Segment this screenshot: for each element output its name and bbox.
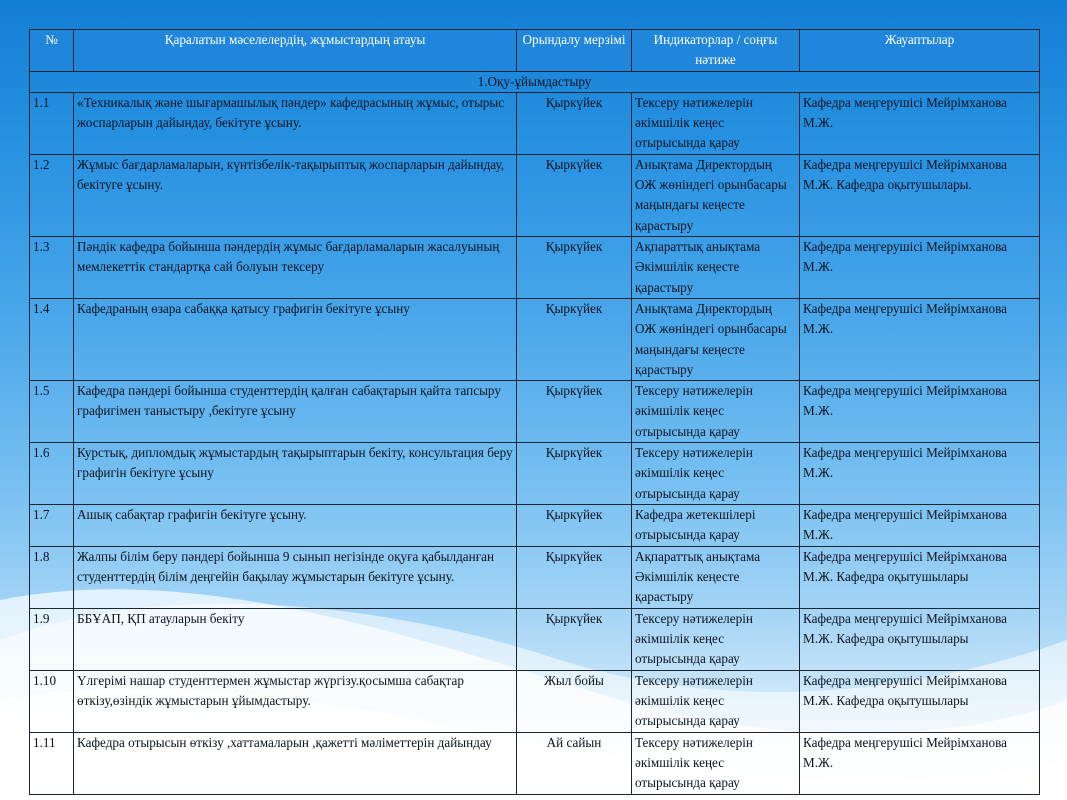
section-title: 1.Оқу-ұйымдастыру <box>30 71 1040 92</box>
table-row <box>30 608 1040 670</box>
table-row <box>30 236 1040 298</box>
table-row <box>30 505 1040 547</box>
section-row <box>30 71 1040 92</box>
row-title: Кафедра пәндері бойынша студенттердің қалған сабақтарын қайта тапсыру графигімен таныстыру ,бекітуге ұсыну <box>74 381 517 443</box>
row-responsible: Кафедра меңгерушісі Мейрімханова М.Ж. <box>800 732 1040 794</box>
row-number: 1.6 <box>30 443 74 505</box>
row-term: Қыркүйек <box>517 381 632 443</box>
row-number: 1.9 <box>30 608 74 670</box>
row-title: Кафедра отырысын өткізу ,хаттамаларын ,қажетті мәліметтерін дайындау <box>74 732 517 794</box>
row-title: ББҰАП, ҚП атауларын бекіту <box>74 608 517 670</box>
row-indicator: Тексеру нәтижелерін әкімшілік кеңес отырысында қарау <box>632 443 800 505</box>
row-indicator: Тексеру нәтижелерін әкімшілік кеңес отырысында қарау <box>632 92 800 154</box>
row-term: Қыркүйек <box>517 608 632 670</box>
row-number: 1.3 <box>30 236 74 298</box>
row-responsible: Кафедра меңгерушісі Мейрімханова М.Ж. <box>800 443 1040 505</box>
header-term: Орындалу мерзімі <box>517 30 632 72</box>
row-number: 1.7 <box>30 505 74 547</box>
row-responsible: Кафедра меңгерушісі Мейрімханова М.Ж. <box>800 236 1040 298</box>
row-number: 1.1 <box>30 92 74 154</box>
row-responsible: Кафедра меңгерушісі Мейрімханова М.Ж. <box>800 381 1040 443</box>
row-responsible: Кафедра меңгерушісі Мейрімханова М.Ж. Кафедра оқытушылары <box>800 670 1040 732</box>
table-row <box>30 670 1040 732</box>
row-term: Қыркүйек <box>517 92 632 154</box>
header-number: № <box>30 30 74 72</box>
row-responsible: Кафедра меңгерушісі Мейрімханова М.Ж. <box>800 92 1040 154</box>
row-indicator: Кафедра жетекшілері отырысында қарау <box>632 505 800 547</box>
row-indicator: Тексеру нәтижелерін әкімшілік кеңес отырысында қарау <box>632 670 800 732</box>
row-title: Үлгерімі нашар студенттермен жұмыстар жүргізу.қосымша сабақтар өткізу,өзіндік жұмыстарын ұйымдастыру. <box>74 670 517 732</box>
row-indicator: Ақпараттық анықтама Әкімшілік кеңесте қарастыру <box>632 546 800 608</box>
row-term: Қыркүйек <box>517 154 632 236</box>
table-row <box>30 443 1040 505</box>
row-indicator: Анықтама Директордың ОЖ жөніндегі орынбасары маңындағы кеңесте қарастыру <box>632 298 800 380</box>
row-term: Қыркүйек <box>517 505 632 547</box>
work-plan-table <box>29 29 1040 795</box>
row-responsible: Кафедра меңгерушісі Мейрімханова М.Ж. Кафедра оқытушылары. <box>800 154 1040 236</box>
row-indicator: Тексеру нәтижелерін әкімшілік кеңес отырысында қарау <box>632 381 800 443</box>
row-title: «Техникалық және шығармашылық пәндер» кафедрасының жұмыс, отырыс жоспарларын дайындау, бекітуге ұсыну. <box>74 92 517 154</box>
header-indicator: Индикаторлар / соңғы нәтиже <box>632 30 800 72</box>
row-indicator: Анықтама Директордың ОЖ жөніндегі орынбасары маңындағы кеңесте қарастыру <box>632 154 800 236</box>
header-responsible: Жауаптылар <box>800 30 1040 72</box>
table-row <box>30 154 1040 236</box>
row-responsible: Кафедра меңгерушісі Мейрімханова М.Ж. Кафедра оқытушылары <box>800 546 1040 608</box>
row-term: Қыркүйек <box>517 443 632 505</box>
row-term: Ай сайын <box>517 732 632 794</box>
row-number: 1.11 <box>30 732 74 794</box>
row-number: 1.5 <box>30 381 74 443</box>
row-title: Ашық сабақтар графигін бекітуге ұсыну. <box>74 505 517 547</box>
row-term: Қыркүйек <box>517 236 632 298</box>
row-title: Жалпы білім беру пәндері бойынша 9 сынып негізінде оқуға қабылданған студенттердің білім деңгейін бақылау жұмыстарын бекітуге ұсыну. <box>74 546 517 608</box>
table-row <box>30 732 1040 794</box>
row-title: Кафедраның өзара сабаққа қатысу графигін бекітуге ұсыну <box>74 298 517 380</box>
row-title: Пәндік кафедра бойынша пәндердің жұмыс бағдарламаларын жасалуының мемлекеттік стандартқа сай болуын тексеру <box>74 236 517 298</box>
row-indicator: Ақпараттық анықтама Әкімшілік кеңесте қарастыру <box>632 236 800 298</box>
row-title: Курстық, дипломдық жұмыстардың тақырыптарын бекіту, консультация беру графигін бекітуге ұсыну <box>74 443 517 505</box>
table-row <box>30 92 1040 154</box>
row-responsible: Кафедра меңгерушісі Мейрімханова М.Ж. <box>800 505 1040 547</box>
row-indicator: Тексеру нәтижелерін әкімшілік кеңес отырысында қарау <box>632 608 800 670</box>
row-number: 1.2 <box>30 154 74 236</box>
row-responsible: Кафедра меңгерушісі Мейрімханова М.Ж. Кафедра оқытушылары <box>800 608 1040 670</box>
row-number: 1.8 <box>30 546 74 608</box>
row-number: 1.4 <box>30 298 74 380</box>
table-header-row <box>30 30 1040 72</box>
row-responsible: Кафедра меңгерушісі Мейрімханова М.Ж. <box>800 298 1040 380</box>
row-title: Жұмыс бағдарламаларын, күнтізбелік-тақырыптық жоспарларын дайындау, бекітуге ұсыну. <box>74 154 517 236</box>
header-title: Қаралатын мәселелердің, жұмыстардың атауы <box>74 30 517 72</box>
row-indicator: Тексеру нәтижелерін әкімшілік кеңес отырысында қарау <box>632 732 800 794</box>
row-term: Қыркүйек <box>517 298 632 380</box>
row-term: Қыркүйек <box>517 546 632 608</box>
table-row <box>30 298 1040 380</box>
table-row <box>30 546 1040 608</box>
table-row <box>30 381 1040 443</box>
row-number: 1.10 <box>30 670 74 732</box>
row-term: Жыл бойы <box>517 670 632 732</box>
